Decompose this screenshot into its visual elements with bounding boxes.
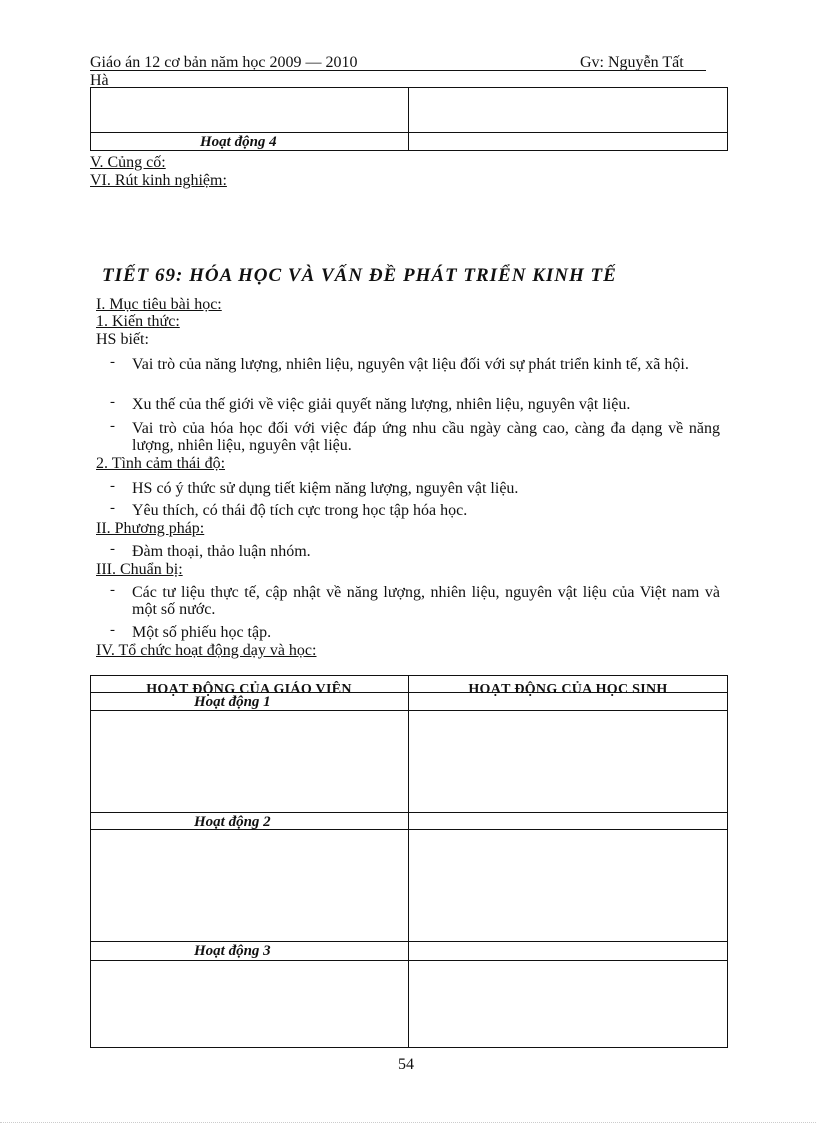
col-header-teacher: HOẠT ĐỘNG CỦA GIÁO VIÊN <box>146 682 352 697</box>
bullet-dash: - <box>110 354 115 370</box>
header-wrap: Hà <box>90 72 109 89</box>
section-1-heading: I. Mục tiêu bài học: <box>96 296 222 313</box>
lesson-title: TIẾT 69: HÓA HỌC VÀ VẤN ĐỀ PHÁT TRIỂN KINH TẾ <box>102 265 617 286</box>
knowledge-item: Vai trò của năng lượng, nhiên liệu, nguyên vật liệu đối với sự phát triển kinh tế, xã hội. <box>132 356 689 373</box>
activity-2-line <box>90 829 728 830</box>
section-1-sub-attitude: 2. Tình cảm thái độ: <box>96 455 226 472</box>
activity-1-line <box>90 710 728 711</box>
section-1-sub-knowledge: 1. Kiến thức: <box>96 313 180 330</box>
activity-3-top-line <box>90 941 728 942</box>
method-item: Đàm thoại, thảo luận nhóm. <box>132 543 311 560</box>
activity-table <box>90 675 728 1048</box>
prep-item: Một số phiếu học tập. <box>132 624 272 641</box>
bullet-dash: - <box>110 418 115 434</box>
activity-2-top-line <box>90 812 728 813</box>
attitude-item: Yêu thích, có thái độ tích cực trong học tập hóa học. <box>132 502 468 519</box>
knowledge-item: Vai trò của hóa học đối với việc đáp ứng nhu cầu ngày càng cao, càng đa dạng về năng lượng, nhiên liệu, nguyên vật liệu. <box>132 420 720 454</box>
prep-item: Các tư liệu thực tế, cập nhật về năng lượng, nhiên liệu, nguyên vật liệu của Việt nam và một số nước. <box>132 584 720 618</box>
activity-2-label: Hoạt động 2 <box>194 814 271 830</box>
section-3-heading: III. Chuẩn bị: <box>96 561 183 578</box>
bullet-dash: - <box>110 582 115 598</box>
header-right: Gv: Nguyễn Tất <box>580 54 684 71</box>
attitude-item: HS có ý thức sử dụng tiết kiệm năng lượng, nguyên vật liệu. <box>132 480 519 497</box>
top-table <box>90 87 728 151</box>
review-rut-kinh-nghiem: VI. Rút kinh nghiệm: <box>90 172 227 189</box>
page-number: 54 <box>398 1056 414 1073</box>
header-row-line <box>90 692 728 693</box>
activity-3-line <box>90 960 728 961</box>
bullet-dash: - <box>110 394 115 410</box>
hs-biet: HS biết: <box>96 331 149 348</box>
activity-1-label: Hoạt động 1 <box>194 694 271 710</box>
bullet-dash: - <box>110 500 115 516</box>
top-table-row-line <box>90 132 728 133</box>
bullet-dash: - <box>110 622 115 638</box>
section-2-heading: II. Phương pháp: <box>96 520 205 537</box>
review-cung-co: V. Củng cố: <box>90 154 166 171</box>
top-table-divider <box>408 87 409 151</box>
col-header-student: HOẠT ĐỘNG CỦA HỌC SINH <box>468 682 668 697</box>
bullet-dash: - <box>110 541 115 557</box>
section-4-heading: IV. Tổ chức hoạt động dạy và học: <box>96 642 317 659</box>
activity-3-label: Hoạt động 3 <box>194 943 271 959</box>
top-activity-label: Hoạt động 4 <box>200 134 277 150</box>
bullet-dash: - <box>110 478 115 494</box>
activity-table-divider <box>408 675 409 1048</box>
header-left: Giáo án 12 cơ bản năm học 2009 — 2010 <box>90 54 358 71</box>
header-underline <box>90 70 706 71</box>
knowledge-item: Xu thế của thế giới về việc giải quyết năng lượng, nhiên liệu, nguyên vật liệu. <box>132 396 631 413</box>
